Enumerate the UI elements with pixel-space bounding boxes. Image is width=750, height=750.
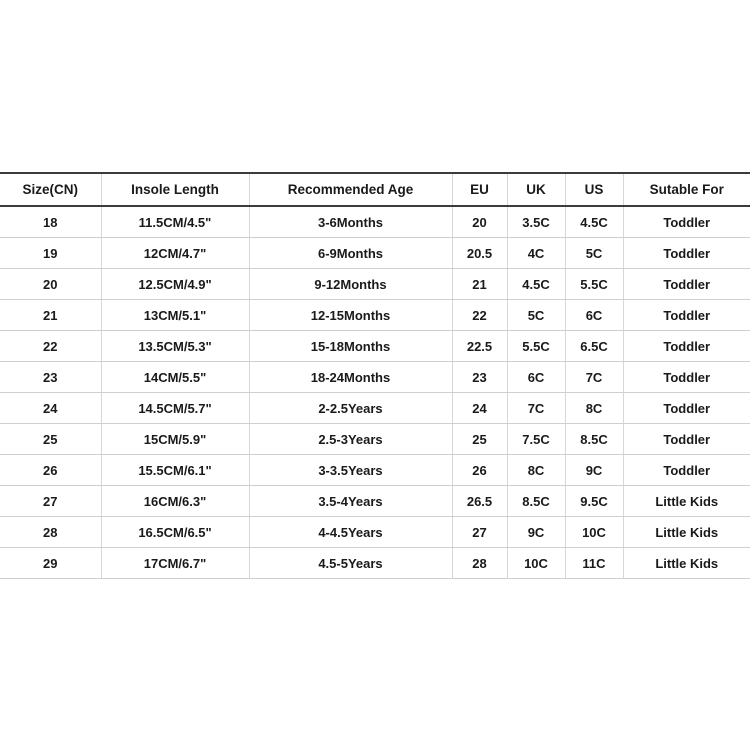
header-recommended-age: Recommended Age (249, 173, 452, 206)
header-size-cn: Size(CN) (0, 173, 101, 206)
cell-recommended-age: 18-24Months (249, 362, 452, 393)
size-chart-table (0, 172, 750, 579)
cell-uk: 10C (507, 548, 565, 579)
cell-suitable-for: Toddler (623, 362, 750, 393)
cell-insole-length: 14CM/5.5" (101, 362, 249, 393)
cell-recommended-age: 3-3.5Years (249, 455, 452, 486)
cell-size-cn: 23 (0, 362, 101, 393)
cell-uk: 5C (507, 300, 565, 331)
cell-size-cn: 18 (0, 206, 101, 238)
cell-recommended-age: 12-15Months (249, 300, 452, 331)
cell-recommended-age: 6-9Months (249, 238, 452, 269)
cell-eu: 26.5 (452, 486, 507, 517)
cell-insole-length: 11.5CM/4.5" (101, 206, 249, 238)
cell-eu: 24 (452, 393, 507, 424)
cell-size-cn: 21 (0, 300, 101, 331)
cell-size-cn: 20 (0, 269, 101, 300)
cell-size-cn: 25 (0, 424, 101, 455)
cell-us: 4.5C (565, 206, 623, 238)
cell-recommended-age: 15-18Months (249, 331, 452, 362)
cell-us: 8.5C (565, 424, 623, 455)
cell-suitable-for: Toddler (623, 300, 750, 331)
cell-size-cn: 27 (0, 486, 101, 517)
cell-recommended-age: 2-2.5Years (249, 393, 452, 424)
cell-insole-length: 15.5CM/6.1" (101, 455, 249, 486)
cell-suitable-for: Toddler (623, 393, 750, 424)
cell-insole-length: 13.5CM/5.3" (101, 331, 249, 362)
cell-suitable-for: Toddler (623, 331, 750, 362)
cell-eu: 25 (452, 424, 507, 455)
cell-recommended-age: 9-12Months (249, 269, 452, 300)
cell-us: 10C (565, 517, 623, 548)
cell-suitable-for: Toddler (623, 269, 750, 300)
cell-size-cn: 26 (0, 455, 101, 486)
cell-eu: 22 (452, 300, 507, 331)
cell-eu: 27 (452, 517, 507, 548)
cell-uk: 6C (507, 362, 565, 393)
cell-size-cn: 22 (0, 331, 101, 362)
cell-us: 6.5C (565, 331, 623, 362)
cell-insole-length: 12.5CM/4.9" (101, 269, 249, 300)
cell-recommended-age: 4.5-5Years (249, 548, 452, 579)
cell-suitable-for: Little Kids (623, 517, 750, 548)
table-body (0, 206, 750, 579)
cell-uk: 7C (507, 393, 565, 424)
table-row (0, 486, 750, 517)
cell-recommended-age: 2.5-3Years (249, 424, 452, 455)
cell-us: 7C (565, 362, 623, 393)
cell-suitable-for: Toddler (623, 206, 750, 238)
cell-recommended-age: 3.5-4Years (249, 486, 452, 517)
cell-eu: 21 (452, 269, 507, 300)
table-row (0, 455, 750, 486)
cell-suitable-for: Toddler (623, 424, 750, 455)
table-row (0, 362, 750, 393)
cell-recommended-age: 4-4.5Years (249, 517, 452, 548)
header-eu: EU (452, 173, 507, 206)
table-row (0, 206, 750, 238)
table-row (0, 269, 750, 300)
cell-suitable-for: Toddler (623, 238, 750, 269)
cell-uk: 4C (507, 238, 565, 269)
cell-size-cn: 19 (0, 238, 101, 269)
header-suitable-for: Sutable For (623, 173, 750, 206)
cell-recommended-age: 3-6Months (249, 206, 452, 238)
cell-eu: 22.5 (452, 331, 507, 362)
cell-uk: 8.5C (507, 486, 565, 517)
cell-insole-length: 15CM/5.9" (101, 424, 249, 455)
cell-insole-length: 14.5CM/5.7" (101, 393, 249, 424)
cell-eu: 20 (452, 206, 507, 238)
cell-us: 8C (565, 393, 623, 424)
cell-insole-length: 13CM/5.1" (101, 300, 249, 331)
table-row (0, 393, 750, 424)
cell-uk: 3.5C (507, 206, 565, 238)
table-row (0, 238, 750, 269)
cell-us: 6C (565, 300, 623, 331)
cell-suitable-for: Little Kids (623, 548, 750, 579)
cell-suitable-for: Little Kids (623, 486, 750, 517)
table-row (0, 517, 750, 548)
cell-us: 9.5C (565, 486, 623, 517)
cell-us: 11C (565, 548, 623, 579)
cell-eu: 28 (452, 548, 507, 579)
cell-uk: 8C (507, 455, 565, 486)
table-row (0, 548, 750, 579)
cell-us: 9C (565, 455, 623, 486)
table-row (0, 424, 750, 455)
header-uk: UK (507, 173, 565, 206)
cell-uk: 5.5C (507, 331, 565, 362)
cell-suitable-for: Toddler (623, 455, 750, 486)
cell-size-cn: 28 (0, 517, 101, 548)
cell-us: 5C (565, 238, 623, 269)
table-header-row (0, 173, 750, 206)
cell-eu: 23 (452, 362, 507, 393)
cell-size-cn: 24 (0, 393, 101, 424)
table-row (0, 331, 750, 362)
header-insole-length: Insole Length (101, 173, 249, 206)
header-us: US (565, 173, 623, 206)
cell-eu: 26 (452, 455, 507, 486)
cell-us: 5.5C (565, 269, 623, 300)
cell-insole-length: 12CM/4.7" (101, 238, 249, 269)
cell-insole-length: 16CM/6.3" (101, 486, 249, 517)
cell-uk: 7.5C (507, 424, 565, 455)
cell-size-cn: 29 (0, 548, 101, 579)
cell-uk: 9C (507, 517, 565, 548)
table-row (0, 300, 750, 331)
cell-eu: 20.5 (452, 238, 507, 269)
cell-insole-length: 17CM/6.7" (101, 548, 249, 579)
cell-insole-length: 16.5CM/6.5" (101, 517, 249, 548)
cell-uk: 4.5C (507, 269, 565, 300)
